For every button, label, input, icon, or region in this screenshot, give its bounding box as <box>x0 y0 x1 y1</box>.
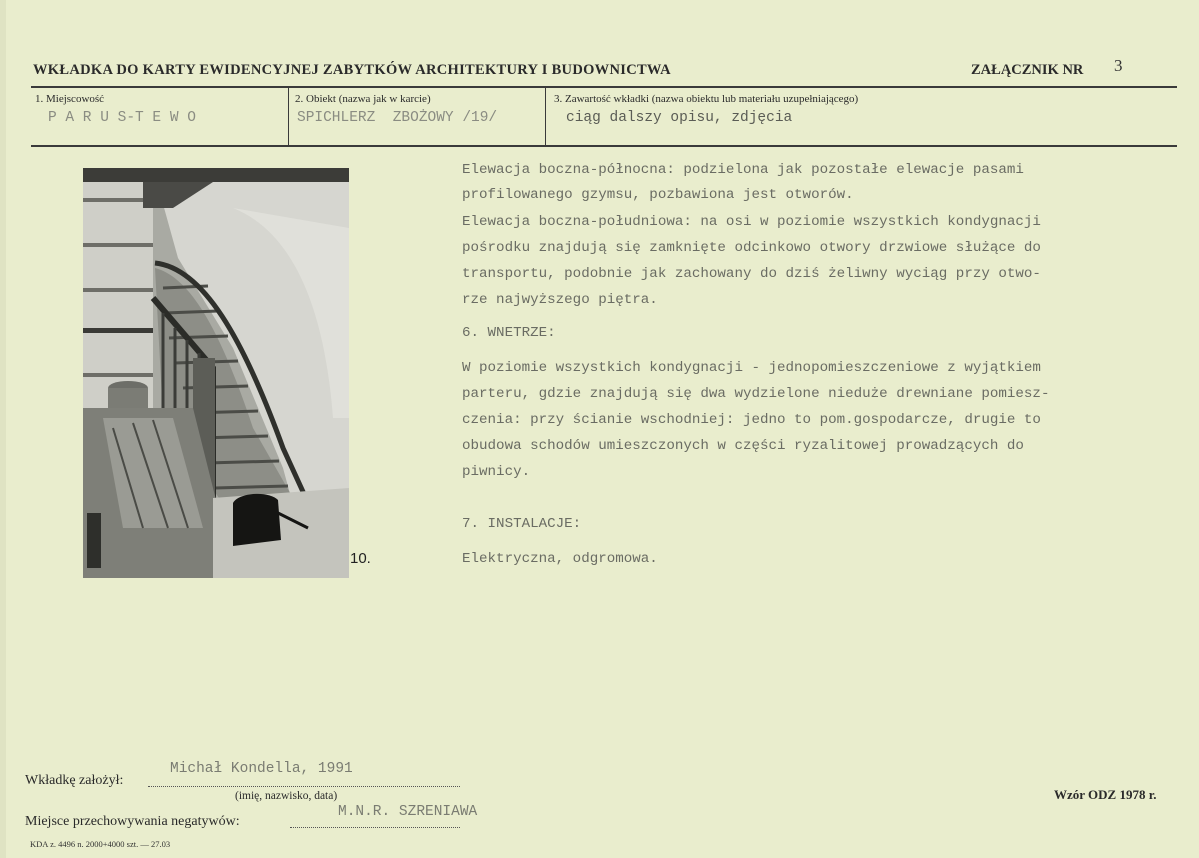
section-heading: 7. INSTALACJE: <box>462 516 582 532</box>
scan-edge <box>0 0 6 858</box>
created-by-label: Wkładkę założył: <box>25 773 124 788</box>
body-line: Elewacja boczna-południowa: na osi w poziomie wszystkich kondygnacji <box>462 214 1041 230</box>
body-line: profilowanego gzymsu, pozbawiona jest otworów. <box>462 187 854 203</box>
locality-label: 1. Miejscowość <box>35 93 105 105</box>
form-model: Wzór ODZ 1978 r. <box>1054 787 1157 802</box>
staircase-photo <box>83 168 349 578</box>
created-by-line <box>148 786 460 787</box>
body-line: czenia: przy ścianie wschodniej: jedno to pom.gospodarcze, drugie to <box>462 412 1041 428</box>
negatives-value: M.N.R. SZRENIAWA <box>338 804 478 820</box>
annex-label: ZAŁĄCZNIK NR <box>971 62 1084 78</box>
negatives-line <box>290 827 460 828</box>
object-label: 2. Obiekt (nazwa jak w karcie) <box>295 93 431 105</box>
created-by-caption: (imię, nazwisko, data) <box>235 790 338 802</box>
content-value: ciąg dalszy opisu, zdjęcia <box>566 110 793 126</box>
body-line: piwnicy. <box>462 464 531 480</box>
object-value: SPICHLERZ ZBOŻOWY /19/ <box>297 110 498 126</box>
staircase-photo-graphic <box>83 168 349 578</box>
body-line: pośrodku znajdują się zamknięte odcinkowo otwory drzwiowe służące do <box>462 240 1041 256</box>
document-title: WKŁADKA DO KARTY EWIDENCYJNEJ ZABYTKÓW ARCHITEKTURY I BUDOWNICTWA <box>33 62 671 78</box>
negatives-label: Miejsce przechowywania negatywów: <box>25 814 240 829</box>
fields-bottom-rule <box>31 145 1177 147</box>
body-line: Elektryczna, odgromowa. <box>462 551 658 567</box>
body-line: obudowa schodów umieszczonych w części ryzalitowej prowadzących do <box>462 438 1024 454</box>
annex-number: 3 <box>1114 56 1123 75</box>
body-line: W poziomie wszystkich kondygnacji - jednopomieszczeniowe z wyjątkiem <box>462 360 1041 376</box>
created-by-value: Michał Kondella, 1991 <box>170 761 353 777</box>
field-divider-2 <box>545 88 546 145</box>
print-info: KDA z. 4496 n. 2000+4000 szt. — 27.03 <box>30 839 171 849</box>
body-line: rze najwyższego piętra. <box>462 292 658 308</box>
content-label: 3. Zawartość wkładki (nazwa obiektu lub materiału uzupełniającego) <box>554 93 859 105</box>
locality-value: P A R U S-T E W O <box>48 110 196 126</box>
body-line: parteru, gdzie znajdują się dwa wydzielone nieduże drewniane pomiesz- <box>462 386 1050 402</box>
body-line: transportu, podobnie jak zachowany do dziś żeliwny wyciąg przy otwo- <box>462 266 1041 282</box>
header-rule <box>31 86 1177 88</box>
section-heading: 6. WNETRZE: <box>462 325 556 341</box>
body-line: Elewacja boczna-północna: podzielona jak pozostałe elewacje pasami <box>462 162 1024 178</box>
photo-number: 10. <box>350 550 371 567</box>
field-divider-1 <box>288 88 289 145</box>
